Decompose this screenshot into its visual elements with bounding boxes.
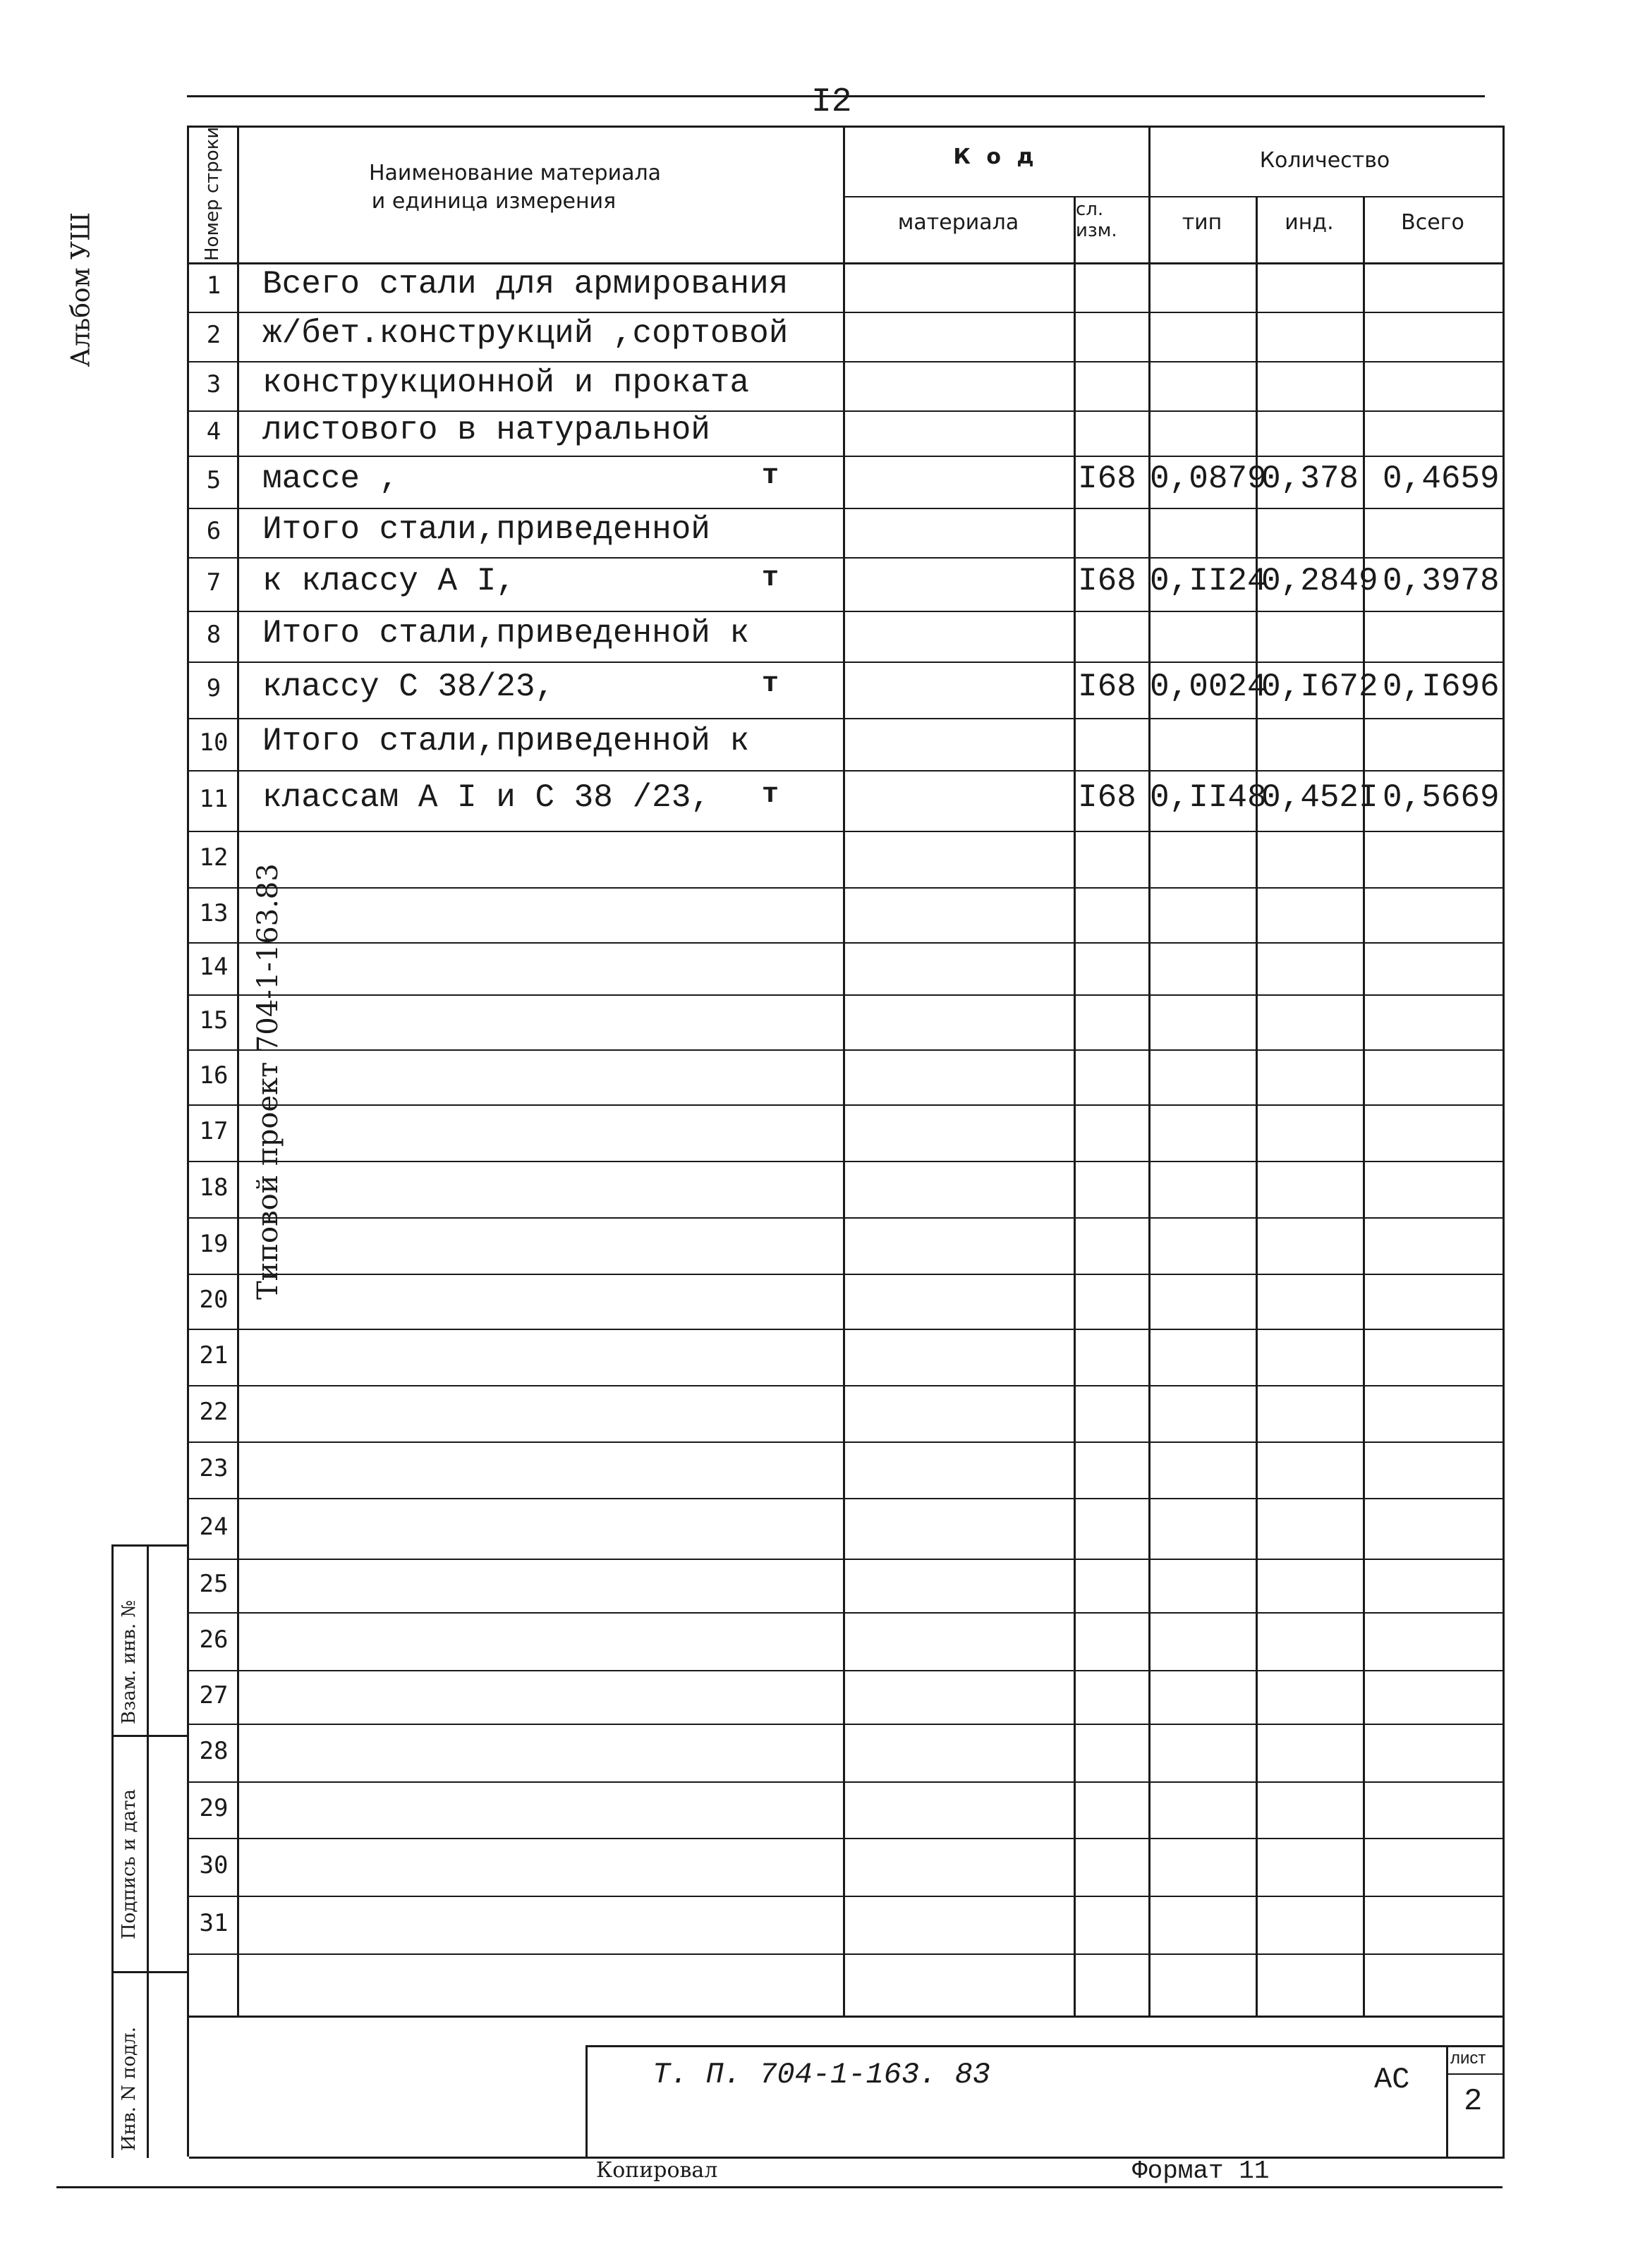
row-divider <box>187 1896 1503 1897</box>
header-row-no: Номер строки <box>202 126 223 261</box>
row-number: 21 <box>199 1341 229 1370</box>
row-number: 27 <box>199 1681 229 1709</box>
row-number: 12 <box>199 843 229 872</box>
row-number: 31 <box>199 1909 229 1937</box>
row-divider <box>187 1104 1503 1106</box>
sheet-label: лист <box>1450 2049 1486 2068</box>
header-code-unit: сл. изм. <box>1076 199 1117 241</box>
copied-label: Копировал <box>596 2158 718 2183</box>
row-divider <box>187 1329 1503 1330</box>
row-number: 14 <box>199 953 229 981</box>
row-number: 29 <box>199 1794 229 1822</box>
row-number: 10 <box>199 728 229 757</box>
material-description: Итого стали,приведенной к <box>262 723 750 760</box>
header-code: К о д <box>953 145 1038 169</box>
row-number: 18 <box>199 1173 229 1202</box>
replace-inv-label: Взам. инв. № <box>119 1600 140 1724</box>
row-divider <box>187 831 1503 832</box>
row-number: 5 <box>206 466 221 494</box>
material-description: листового в натуральной <box>262 412 710 449</box>
material-description: Итого стали,приведенной к <box>262 615 750 652</box>
row-divider <box>187 456 1503 457</box>
unit-of-measure: т <box>762 669 779 700</box>
quantity-total: 0,4659 <box>1383 461 1500 497</box>
page-number: I2 <box>811 83 852 121</box>
doc-mark: АС <box>1374 2063 1410 2097</box>
row-divider <box>187 1670 1503 1671</box>
row-number: 22 <box>199 1398 229 1426</box>
quantity-ind: 0,2849 <box>1261 563 1378 599</box>
quantity-total: 0,I696 <box>1383 669 1500 705</box>
header-code-material: материала <box>897 210 1019 235</box>
row-number: 3 <box>206 370 221 398</box>
row-divider <box>187 770 1503 772</box>
row-divider <box>187 1217 1503 1219</box>
row-number: 20 <box>199 1286 229 1314</box>
header-quantity: Количество <box>1259 148 1390 173</box>
row-number: 1 <box>206 272 221 300</box>
row-divider <box>187 1049 1503 1051</box>
row-divider <box>187 887 1503 889</box>
row-number: 25 <box>199 1570 229 1598</box>
quantity-total: 0,5669 <box>1383 779 1500 816</box>
unit-code: I68 <box>1078 669 1136 705</box>
row-divider <box>187 1724 1503 1725</box>
row-divider <box>187 1385 1503 1386</box>
row-number: 8 <box>206 621 221 649</box>
row-divider <box>187 662 1503 663</box>
header-qty-ind: инд. <box>1285 210 1334 235</box>
row-number: 11 <box>199 785 229 813</box>
quantity-type: 0,0024 <box>1150 669 1267 705</box>
material-description: конструкционной и проката <box>262 365 750 401</box>
quantity-ind: 0,I672 <box>1261 669 1378 705</box>
quantity-ind: 0,378 <box>1261 461 1359 497</box>
quantity-type: 0,0879 <box>1150 461 1267 497</box>
unit-of-measure: т <box>762 461 779 492</box>
unit-of-measure: т <box>762 563 779 595</box>
header-qty-total: Всего <box>1401 210 1464 235</box>
material-description: к классу А I, <box>262 563 516 599</box>
quantity-total: 0,3978 <box>1383 563 1500 599</box>
unit-code: I68 <box>1078 779 1136 816</box>
row-number: 2 <box>206 321 221 349</box>
row-number: 28 <box>199 1737 229 1765</box>
row-number: 19 <box>199 1230 229 1258</box>
row-divider <box>187 611 1503 612</box>
unit-of-measure: т <box>762 779 779 811</box>
row-divider <box>187 942 1503 944</box>
row-divider <box>187 1781 1503 1783</box>
row-divider <box>187 1274 1503 1275</box>
row-divider <box>187 508 1503 509</box>
row-number: 4 <box>206 417 221 446</box>
header-qty-type: тип <box>1182 210 1222 235</box>
row-number: 16 <box>199 1061 229 1090</box>
row-number: 9 <box>206 674 221 702</box>
inv-no-orig-label: Инв. N подл. <box>119 2027 140 2151</box>
row-divider <box>187 312 1503 313</box>
row-divider <box>187 1559 1503 1560</box>
row-divider <box>187 557 1503 559</box>
row-number: 26 <box>199 1626 229 1654</box>
material-description: Итого стали,приведенной <box>262 511 710 548</box>
material-description: ж/бет.конструкций ,сортовой <box>262 315 789 352</box>
material-description: классам А I и С 38 /23, <box>262 779 710 816</box>
row-divider <box>187 1441 1503 1443</box>
bottom-rule <box>56 2186 1503 2188</box>
row-divider <box>187 1953 1503 1955</box>
header-material-name: Наименование материала <box>368 161 662 185</box>
row-number: 30 <box>199 1851 229 1879</box>
row-divider <box>187 994 1503 996</box>
material-description: массе , <box>262 461 399 497</box>
row-number: 6 <box>206 517 221 545</box>
row-divider <box>187 1612 1503 1614</box>
doc-code: Т. П. 704-1-163. 83 <box>652 2058 990 2092</box>
quantity-ind: 0,452I <box>1261 779 1378 816</box>
row-divider <box>187 1498 1503 1499</box>
project-label: Типовой проект 704-1-163.83 <box>252 863 284 1300</box>
material-description: классу С 38/23, <box>262 669 555 705</box>
row-number: 15 <box>199 1006 229 1035</box>
material-description: Всего стали для армирования <box>262 266 789 303</box>
row-number: 7 <box>206 568 221 597</box>
sheet-number: 2 <box>1464 2084 1483 2119</box>
unit-code: I68 <box>1078 563 1136 599</box>
row-divider <box>187 1161 1503 1162</box>
row-divider <box>187 718 1503 719</box>
quantity-type: 0,II24 <box>1150 563 1267 599</box>
signature-date-label: Подпись и дата <box>119 1789 140 1939</box>
row-number: 13 <box>199 899 229 927</box>
unit-code: I68 <box>1078 461 1136 497</box>
row-number: 24 <box>199 1513 229 1541</box>
row-number: 17 <box>199 1117 229 1145</box>
row-number: 23 <box>199 1454 229 1482</box>
row-divider <box>187 361 1503 362</box>
header-unit-measure: и единица измерения <box>371 189 617 214</box>
album-label: Альбом УШ <box>66 212 96 367</box>
quantity-type: 0,II48 <box>1150 779 1267 816</box>
row-divider <box>187 1838 1503 1839</box>
format-label: Формат 11 <box>1132 2157 1270 2185</box>
